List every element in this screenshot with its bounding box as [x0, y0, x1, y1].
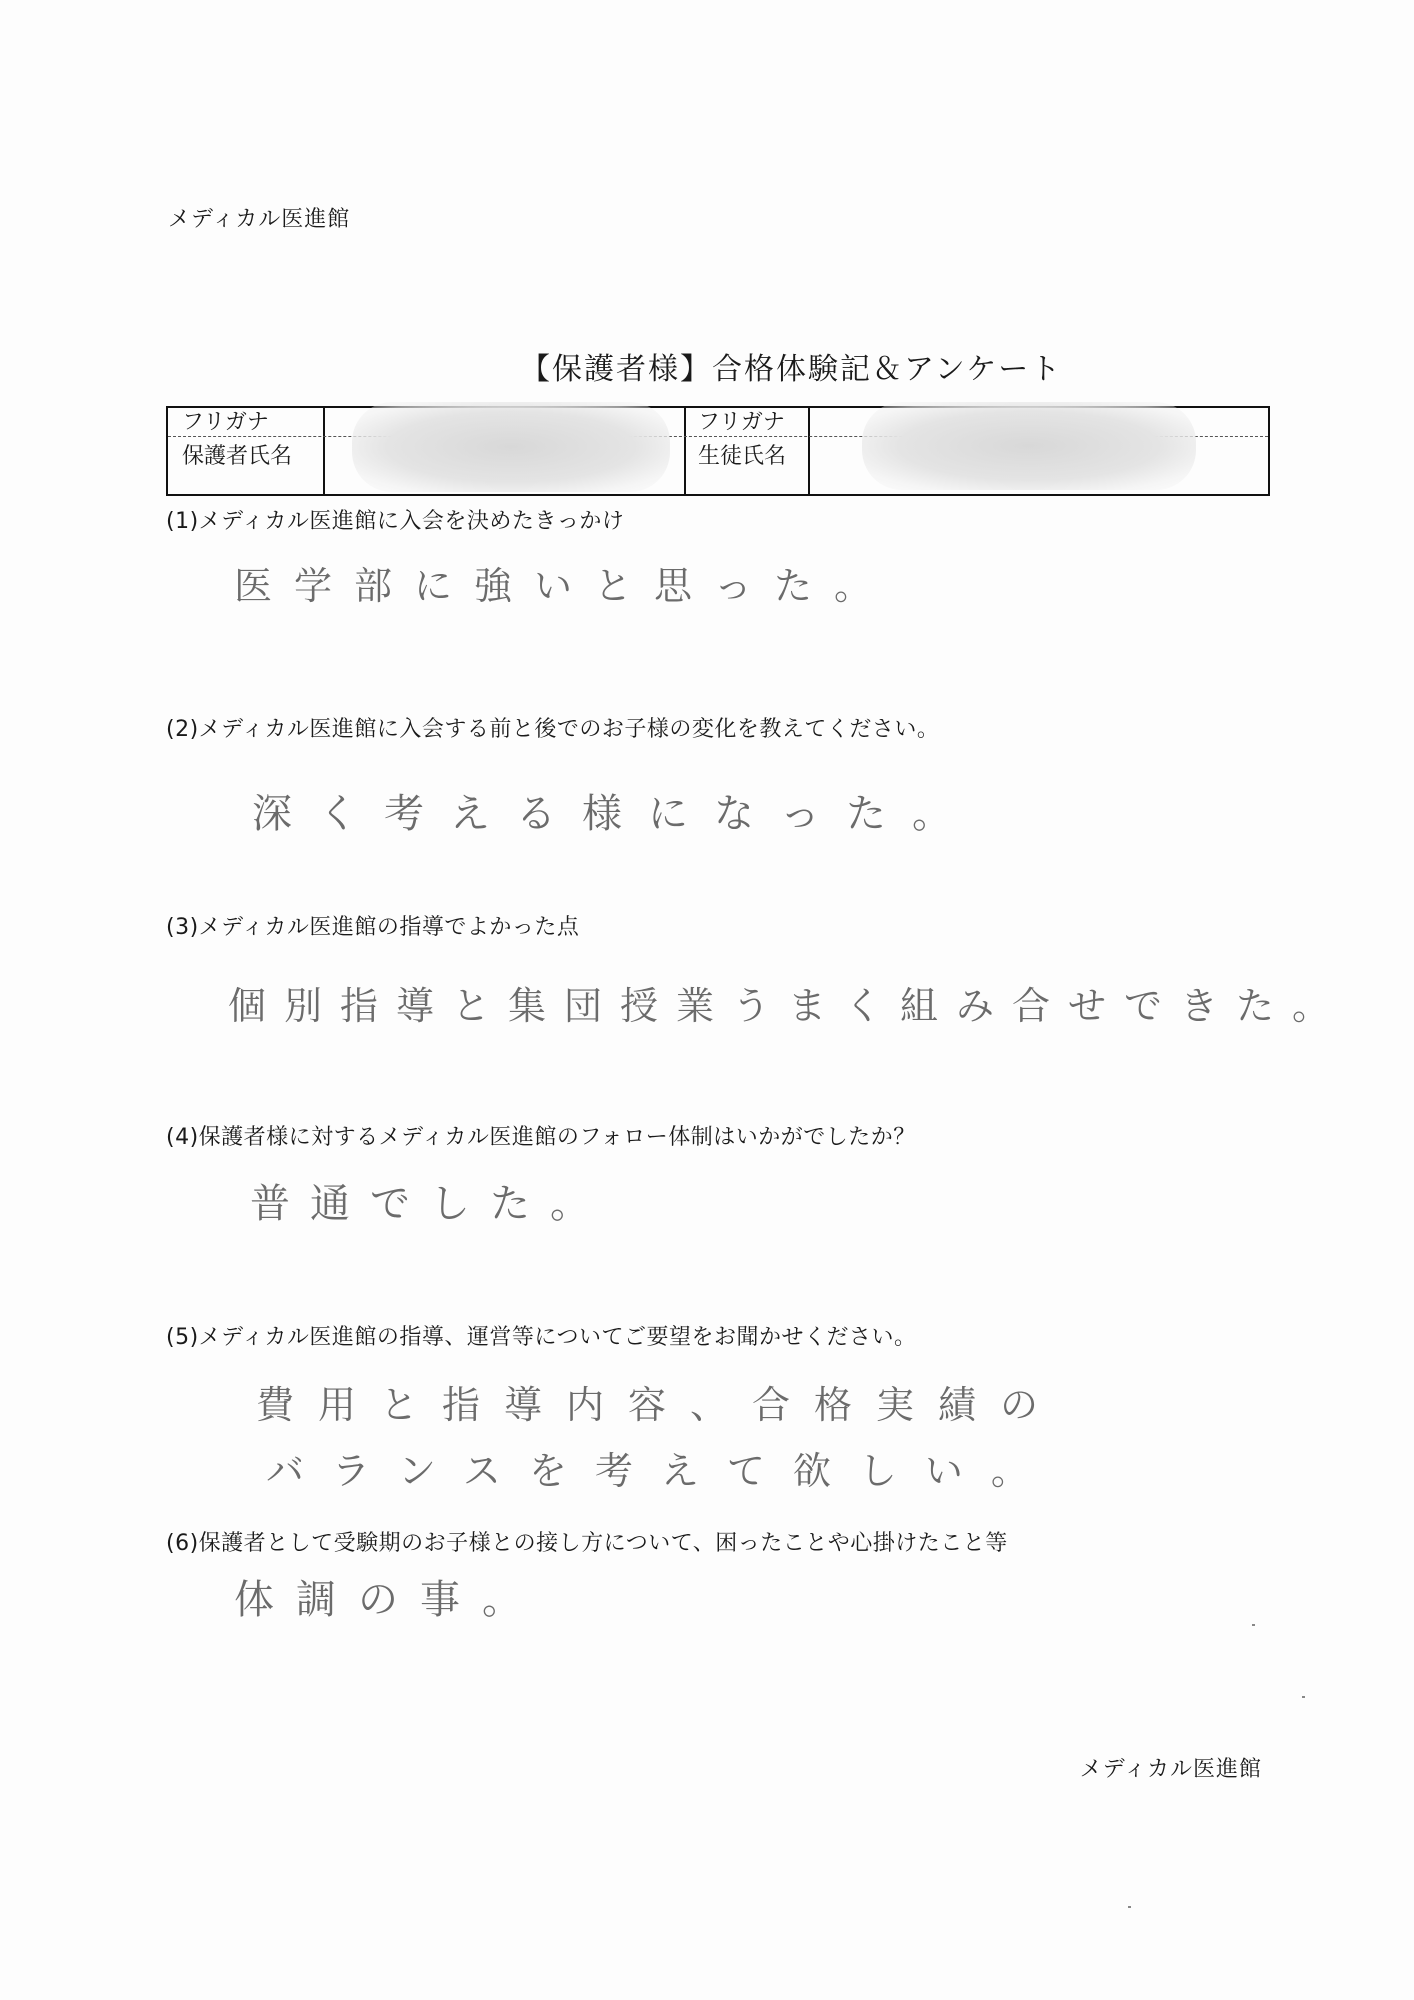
guardian-name-label: 保護者氏名	[182, 444, 293, 469]
guardian-furigana-label: フリガナ	[182, 410, 269, 435]
table-divider	[323, 408, 325, 494]
name-info-table	[166, 406, 1270, 496]
scan-speck	[1252, 1624, 1255, 1626]
question-5: (5)メディカル医進館の指導、運営等についてご要望をお聞かせください。	[166, 1325, 917, 1350]
answer-3: 個別指導と集団授業うまく組み合せできた。	[228, 984, 1349, 1028]
question-4: (4)保護者様に対するメディカル医進館のフォロー体制はいかがでしたか？	[166, 1125, 916, 1150]
document-title: 【保護者様】合格体験記＆アンケート	[520, 352, 1063, 387]
student-name-redacted	[862, 402, 1196, 490]
table-divider	[808, 408, 810, 494]
student-name-label: 生徒氏名	[698, 444, 787, 469]
scan-speck	[1128, 1906, 1131, 1908]
answer-2: 深く考える様になった。	[252, 791, 978, 837]
question-1: (1)メディカル医進館に入会を決めたきっかけ	[166, 509, 625, 534]
answer-1: 医学部に強いと思った。	[234, 564, 895, 608]
question-2: (2)メディカル医進館に入会する前と後でのお子様の変化を教えてください。	[166, 717, 940, 742]
question-6: (6)保護者として受験期のお子様との接し方について、困ったことや心掛けたこと等	[166, 1531, 1008, 1556]
guardian-name-redacted	[352, 402, 670, 492]
footer-organization: メディカル医進館	[1079, 1757, 1262, 1782]
answer-5-line-2: バランスを考えて欲しい。	[266, 1449, 1057, 1493]
answer-4: 普通でした。	[250, 1181, 610, 1227]
scan-speck	[1302, 1696, 1305, 1698]
question-3: (3)メディカル医進館の指導でよかった点	[166, 915, 580, 940]
student-furigana-label: フリガナ	[698, 410, 785, 435]
answer-6: 体調の事。	[234, 1577, 544, 1623]
answer-5-line-1: 費用と指導内容、合格実績の	[256, 1383, 1063, 1427]
header-organization: メディカル医進館	[168, 207, 351, 232]
